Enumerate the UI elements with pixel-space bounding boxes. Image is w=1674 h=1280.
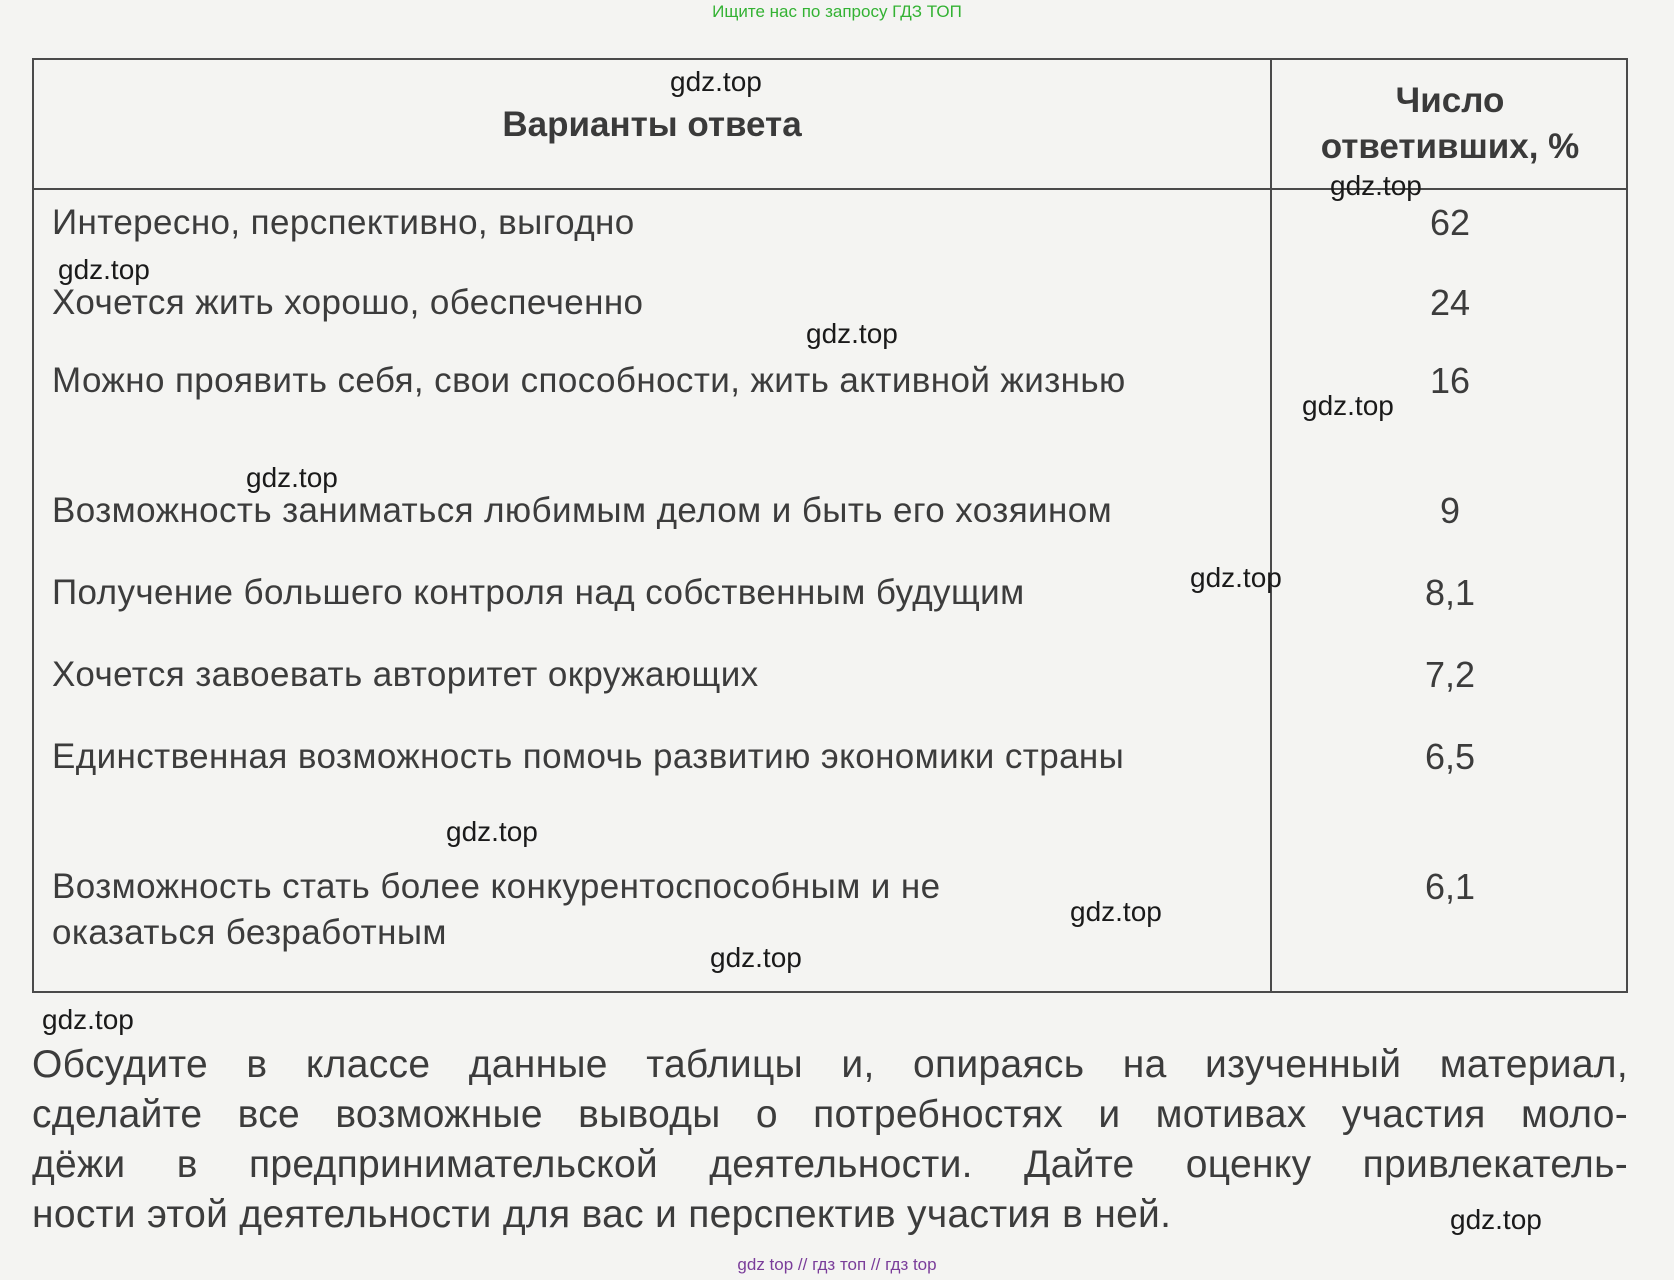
percent-header-line1: Число xyxy=(1395,81,1505,120)
answer-cell: Хочется завоевать авторитет окружающих xyxy=(52,655,759,694)
percent-cell: 7,2 xyxy=(1424,654,1476,695)
task-paragraph xyxy=(32,1040,1628,1240)
watermark: gdz.top xyxy=(806,318,898,349)
watermark: gdz.top xyxy=(58,254,150,285)
answer-cell: Получение большего контроля над собственным будущим xyxy=(52,573,1025,612)
percent-column-header xyxy=(1272,78,1628,170)
watermark: gdz.top xyxy=(1330,170,1422,201)
watermark: gdz.top xyxy=(1302,390,1394,421)
answer-cell: Единственная возможность помочь развитию экономики страны xyxy=(52,737,1125,776)
percent-cell: 9 xyxy=(1439,490,1461,531)
answer-cell: Возможность заниматься любимым делом и быть его хозяином xyxy=(52,491,1113,530)
answer-cell: Интересно, перспективно, выгодно xyxy=(52,203,635,242)
percent-cell: 6,5 xyxy=(1424,736,1476,777)
answer-cell: Хочется жить хорошо, обеспеченно xyxy=(52,283,644,322)
answer-column-header: Варианты ответа xyxy=(502,105,802,144)
task-line: Обсудите в классе данные таблицы и, опираясь на изученный материал, xyxy=(32,1043,1628,1086)
percent-cell: 8,1 xyxy=(1424,572,1476,613)
percent-header-line2: ответивших, % xyxy=(1320,127,1580,166)
watermark: gdz.top xyxy=(446,816,538,847)
watermark: gdz.top xyxy=(246,462,338,493)
top-banner[interactable]: Ищите нас по запросу ГДЗ ТОП xyxy=(712,2,962,21)
percent-cell: 6,1 xyxy=(1424,866,1476,907)
percent-cell: 62 xyxy=(1429,202,1471,243)
answer-cell: Можно проявить себя, свои способности, жить активной жизнью xyxy=(52,361,1126,400)
task-line: ности этой деятельности для вас и перспектив участия в ней. xyxy=(32,1193,1172,1236)
task-line: дёжи в предпринимательской деятельности. Дайте оценку привлекатель- xyxy=(32,1143,1628,1186)
watermark: gdz.top xyxy=(670,66,762,97)
watermark: gdz.top xyxy=(710,942,802,973)
task-line: сделайте все возможные выводы о потребностях и мотивах участия моло- xyxy=(32,1093,1628,1136)
percent-cell: 16 xyxy=(1429,360,1471,401)
percent-cell: 24 xyxy=(1429,282,1471,323)
answer-cell: Возможность стать более конкурентоспособным и не оказаться безработным xyxy=(52,867,941,952)
watermark: gdz.top xyxy=(1070,896,1162,927)
watermark: gdz.top xyxy=(42,1004,134,1035)
footer-links[interactable]: gdz top // гдз топ // гдз top xyxy=(737,1255,937,1274)
watermark: gdz.top xyxy=(1190,562,1282,593)
watermark: gdz.top xyxy=(1450,1204,1542,1235)
